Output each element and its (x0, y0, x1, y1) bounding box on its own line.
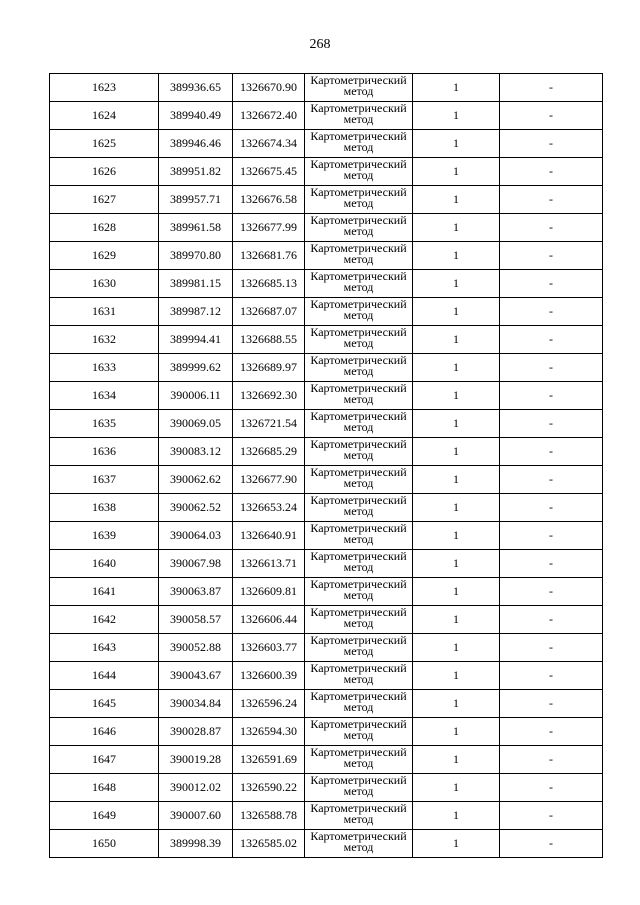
method-line-2: метод (343, 756, 374, 770)
method-line-1: Картометрический (310, 717, 407, 731)
point-number-cell: 1644 (50, 662, 159, 690)
x-coordinate-cell: 390043.67 (159, 662, 233, 690)
method-cell (305, 74, 413, 102)
point-number-cell: 1626 (50, 158, 159, 186)
table-row (50, 830, 603, 858)
x-coordinate-cell: 389940.49 (159, 102, 233, 130)
table-row (50, 494, 603, 522)
accuracy-cell: 1 (413, 326, 500, 354)
method-line-2: метод (343, 700, 374, 714)
method-line-2: метод (343, 168, 374, 182)
accuracy-cell: 1 (413, 382, 500, 410)
x-coordinate-cell: 389981.15 (159, 270, 233, 298)
method-line-1: Картометрический (310, 549, 407, 563)
method-cell (305, 158, 413, 186)
method-cell (305, 130, 413, 158)
x-coordinate-cell: 390067.98 (159, 550, 233, 578)
note-cell: - (500, 802, 603, 830)
method-line-1: Картометрический (310, 801, 407, 815)
point-number-cell: 1649 (50, 802, 159, 830)
y-coordinate-cell: 1326672.40 (233, 102, 305, 130)
accuracy-cell: 1 (413, 410, 500, 438)
note-cell: - (500, 158, 603, 186)
point-number-cell: 1633 (50, 354, 159, 382)
method-cell (305, 102, 413, 130)
table-row (50, 690, 603, 718)
table-row (50, 802, 603, 830)
method-line-1: Картометрический (310, 745, 407, 759)
note-cell: - (500, 550, 603, 578)
method-line-2: метод (343, 140, 374, 154)
point-number-cell: 1623 (50, 74, 159, 102)
note-cell: - (500, 242, 603, 270)
note-cell: - (500, 214, 603, 242)
x-coordinate-cell: 390019.28 (159, 746, 233, 774)
method-line-2: метод (343, 840, 374, 854)
method-line-1: Картометрический (310, 409, 407, 423)
y-coordinate-cell: 1326590.22 (233, 774, 305, 802)
table-row (50, 326, 603, 354)
y-coordinate-cell: 1326585.02 (233, 830, 305, 858)
note-cell: - (500, 354, 603, 382)
accuracy-cell: 1 (413, 130, 500, 158)
note-cell: - (500, 74, 603, 102)
method-line-2: метод (343, 588, 374, 602)
coordinates-table-body (50, 74, 603, 858)
x-coordinate-cell: 390006.11 (159, 382, 233, 410)
note-cell: - (500, 830, 603, 858)
method-line-2: метод (343, 476, 374, 490)
method-cell (305, 494, 413, 522)
accuracy-cell: 1 (413, 606, 500, 634)
y-coordinate-cell: 1326677.99 (233, 214, 305, 242)
x-coordinate-cell: 390069.05 (159, 410, 233, 438)
table-row (50, 774, 603, 802)
y-coordinate-cell: 1326675.45 (233, 158, 305, 186)
point-number-cell: 1641 (50, 578, 159, 606)
accuracy-cell: 1 (413, 354, 500, 382)
method-line-2: метод (343, 364, 374, 378)
x-coordinate-cell: 390052.88 (159, 634, 233, 662)
method-line-1: Картометрический (310, 325, 407, 339)
x-coordinate-cell: 389946.46 (159, 130, 233, 158)
table-row (50, 634, 603, 662)
x-coordinate-cell: 389957.71 (159, 186, 233, 214)
x-coordinate-cell: 389970.80 (159, 242, 233, 270)
method-line-1: Картометрический (310, 689, 407, 703)
y-coordinate-cell: 1326670.90 (233, 74, 305, 102)
note-cell: - (500, 438, 603, 466)
table-row (50, 354, 603, 382)
x-coordinate-cell: 389961.58 (159, 214, 233, 242)
method-line-1: Картометрический (310, 129, 407, 143)
accuracy-cell: 1 (413, 718, 500, 746)
method-line-1: Картометрический (310, 773, 407, 787)
x-coordinate-cell: 390062.62 (159, 466, 233, 494)
y-coordinate-cell: 1326681.76 (233, 242, 305, 270)
y-coordinate-cell: 1326685.13 (233, 270, 305, 298)
method-cell (305, 634, 413, 662)
y-coordinate-cell: 1326687.07 (233, 298, 305, 326)
method-cell (305, 802, 413, 830)
y-coordinate-cell: 1326689.97 (233, 354, 305, 382)
x-coordinate-cell: 390063.87 (159, 578, 233, 606)
y-coordinate-cell: 1326603.77 (233, 634, 305, 662)
method-line-2: метод (343, 112, 374, 126)
method-line-2: метод (343, 280, 374, 294)
x-coordinate-cell: 389998.39 (159, 830, 233, 858)
method-line-1: Картометрический (310, 493, 407, 507)
method-cell (305, 746, 413, 774)
table-row (50, 102, 603, 130)
accuracy-cell: 1 (413, 802, 500, 830)
accuracy-cell: 1 (413, 438, 500, 466)
coordinates-table (49, 73, 603, 858)
y-coordinate-cell: 1326600.39 (233, 662, 305, 690)
table-row (50, 438, 603, 466)
note-cell: - (500, 522, 603, 550)
y-coordinate-cell: 1326721.54 (233, 410, 305, 438)
method-cell (305, 438, 413, 466)
method-cell (305, 354, 413, 382)
method-cell (305, 550, 413, 578)
accuracy-cell: 1 (413, 242, 500, 270)
accuracy-cell: 1 (413, 522, 500, 550)
x-coordinate-cell: 390028.87 (159, 718, 233, 746)
point-number-cell: 1634 (50, 382, 159, 410)
table-row (50, 74, 603, 102)
point-number-cell: 1627 (50, 186, 159, 214)
table-row (50, 578, 603, 606)
point-number-cell: 1645 (50, 690, 159, 718)
method-line-1: Картометрический (310, 269, 407, 283)
x-coordinate-cell: 390064.03 (159, 522, 233, 550)
method-line-1: Картометрический (310, 297, 407, 311)
point-number-cell: 1632 (50, 326, 159, 354)
method-cell (305, 270, 413, 298)
method-line-2: метод (343, 644, 374, 658)
accuracy-cell: 1 (413, 102, 500, 130)
accuracy-cell: 1 (413, 746, 500, 774)
note-cell: - (500, 690, 603, 718)
method-line-1: Картометрический (310, 241, 407, 255)
x-coordinate-cell: 390062.52 (159, 494, 233, 522)
accuracy-cell: 1 (413, 158, 500, 186)
table-row (50, 746, 603, 774)
method-line-2: метод (343, 728, 374, 742)
method-cell (305, 410, 413, 438)
method-line-2: метод (343, 448, 374, 462)
point-number-cell: 1631 (50, 298, 159, 326)
point-number-cell: 1638 (50, 494, 159, 522)
method-line-2: метод (343, 532, 374, 546)
note-cell: - (500, 606, 603, 634)
x-coordinate-cell: 389994.41 (159, 326, 233, 354)
method-line-2: метод (343, 84, 374, 98)
method-line-1: Картометрический (310, 661, 407, 675)
note-cell: - (500, 186, 603, 214)
point-number-cell: 1637 (50, 466, 159, 494)
method-line-2: метод (343, 504, 374, 518)
table-row (50, 662, 603, 690)
method-cell (305, 326, 413, 354)
x-coordinate-cell: 390058.57 (159, 606, 233, 634)
accuracy-cell: 1 (413, 186, 500, 214)
method-line-1: Картометрический (310, 185, 407, 199)
method-line-2: метод (343, 336, 374, 350)
note-cell: - (500, 382, 603, 410)
accuracy-cell: 1 (413, 270, 500, 298)
note-cell: - (500, 270, 603, 298)
y-coordinate-cell: 1326596.24 (233, 690, 305, 718)
point-number-cell: 1639 (50, 522, 159, 550)
y-coordinate-cell: 1326609.81 (233, 578, 305, 606)
method-cell (305, 606, 413, 634)
table-row (50, 410, 603, 438)
accuracy-cell: 1 (413, 830, 500, 858)
point-number-cell: 1650 (50, 830, 159, 858)
method-cell (305, 830, 413, 858)
method-cell (305, 214, 413, 242)
note-cell: - (500, 662, 603, 690)
method-line-1: Картометрический (310, 437, 407, 451)
table-row (50, 130, 603, 158)
y-coordinate-cell: 1326653.24 (233, 494, 305, 522)
point-number-cell: 1646 (50, 718, 159, 746)
point-number-cell: 1636 (50, 438, 159, 466)
note-cell: - (500, 494, 603, 522)
method-line-1: Картометрический (310, 633, 407, 647)
method-line-2: метод (343, 672, 374, 686)
accuracy-cell: 1 (413, 578, 500, 606)
method-cell (305, 466, 413, 494)
table-row (50, 298, 603, 326)
point-number-cell: 1640 (50, 550, 159, 578)
accuracy-cell: 1 (413, 298, 500, 326)
x-coordinate-cell: 389999.62 (159, 354, 233, 382)
method-line-1: Картометрический (310, 157, 407, 171)
method-cell (305, 578, 413, 606)
y-coordinate-cell: 1326588.78 (233, 802, 305, 830)
note-cell: - (500, 102, 603, 130)
accuracy-cell: 1 (413, 690, 500, 718)
point-number-cell: 1628 (50, 214, 159, 242)
point-number-cell: 1647 (50, 746, 159, 774)
note-cell: - (500, 410, 603, 438)
point-number-cell: 1625 (50, 130, 159, 158)
y-coordinate-cell: 1326677.90 (233, 466, 305, 494)
method-cell (305, 774, 413, 802)
table-row (50, 242, 603, 270)
y-coordinate-cell: 1326606.44 (233, 606, 305, 634)
point-number-cell: 1630 (50, 270, 159, 298)
method-line-2: метод (343, 812, 374, 826)
note-cell: - (500, 578, 603, 606)
method-line-2: метод (343, 420, 374, 434)
note-cell: - (500, 326, 603, 354)
accuracy-cell: 1 (413, 774, 500, 802)
note-cell: - (500, 718, 603, 746)
point-number-cell: 1643 (50, 634, 159, 662)
point-number-cell: 1635 (50, 410, 159, 438)
y-coordinate-cell: 1326613.71 (233, 550, 305, 578)
note-cell: - (500, 298, 603, 326)
method-line-2: метод (343, 252, 374, 266)
accuracy-cell: 1 (413, 74, 500, 102)
x-coordinate-cell: 389987.12 (159, 298, 233, 326)
method-line-1: Картометрический (310, 577, 407, 591)
note-cell: - (500, 774, 603, 802)
method-line-2: метод (343, 196, 374, 210)
accuracy-cell: 1 (413, 494, 500, 522)
method-line-1: Картометрический (310, 829, 407, 843)
table-row (50, 382, 603, 410)
accuracy-cell: 1 (413, 634, 500, 662)
accuracy-cell: 1 (413, 550, 500, 578)
page-number: 268 (309, 37, 331, 52)
x-coordinate-cell: 390012.02 (159, 774, 233, 802)
table-row (50, 606, 603, 634)
x-coordinate-cell: 389936.65 (159, 74, 233, 102)
method-cell (305, 382, 413, 410)
method-cell (305, 522, 413, 550)
method-line-1: Картометрический (310, 381, 407, 395)
method-cell (305, 662, 413, 690)
table-row (50, 718, 603, 746)
method-line-2: метод (343, 392, 374, 406)
method-line-2: метод (343, 224, 374, 238)
method-line-2: метод (343, 308, 374, 322)
table-row (50, 466, 603, 494)
x-coordinate-cell: 390007.60 (159, 802, 233, 830)
accuracy-cell: 1 (413, 662, 500, 690)
method-line-1: Картометрический (310, 353, 407, 367)
method-line-1: Картометрический (310, 213, 407, 227)
note-cell: - (500, 466, 603, 494)
y-coordinate-cell: 1326674.34 (233, 130, 305, 158)
x-coordinate-cell: 390083.12 (159, 438, 233, 466)
method-line-2: метод (343, 616, 374, 630)
method-line-1: Картометрический (310, 605, 407, 619)
method-cell (305, 690, 413, 718)
method-cell (305, 718, 413, 746)
table-row (50, 186, 603, 214)
y-coordinate-cell: 1326591.69 (233, 746, 305, 774)
point-number-cell: 1642 (50, 606, 159, 634)
note-cell: - (500, 746, 603, 774)
x-coordinate-cell: 390034.84 (159, 690, 233, 718)
method-cell (305, 242, 413, 270)
table-row (50, 550, 603, 578)
method-line-1: Картометрический (310, 465, 407, 479)
table-row (50, 214, 603, 242)
method-line-1: Картометрический (310, 73, 407, 87)
y-coordinate-cell: 1326640.91 (233, 522, 305, 550)
x-coordinate-cell: 389951.82 (159, 158, 233, 186)
note-cell: - (500, 130, 603, 158)
y-coordinate-cell: 1326692.30 (233, 382, 305, 410)
y-coordinate-cell: 1326685.29 (233, 438, 305, 466)
table-row (50, 270, 603, 298)
point-number-cell: 1624 (50, 102, 159, 130)
method-line-2: метод (343, 784, 374, 798)
accuracy-cell: 1 (413, 466, 500, 494)
note-cell: - (500, 634, 603, 662)
y-coordinate-cell: 1326688.55 (233, 326, 305, 354)
y-coordinate-cell: 1326676.58 (233, 186, 305, 214)
method-line-2: метод (343, 560, 374, 574)
method-cell (305, 298, 413, 326)
y-coordinate-cell: 1326594.30 (233, 718, 305, 746)
method-line-1: Картометрический (310, 521, 407, 535)
table-row (50, 158, 603, 186)
point-number-cell: 1629 (50, 242, 159, 270)
point-number-cell: 1648 (50, 774, 159, 802)
method-line-1: Картометрический (310, 101, 407, 115)
method-cell (305, 186, 413, 214)
accuracy-cell: 1 (413, 214, 500, 242)
table-row (50, 522, 603, 550)
